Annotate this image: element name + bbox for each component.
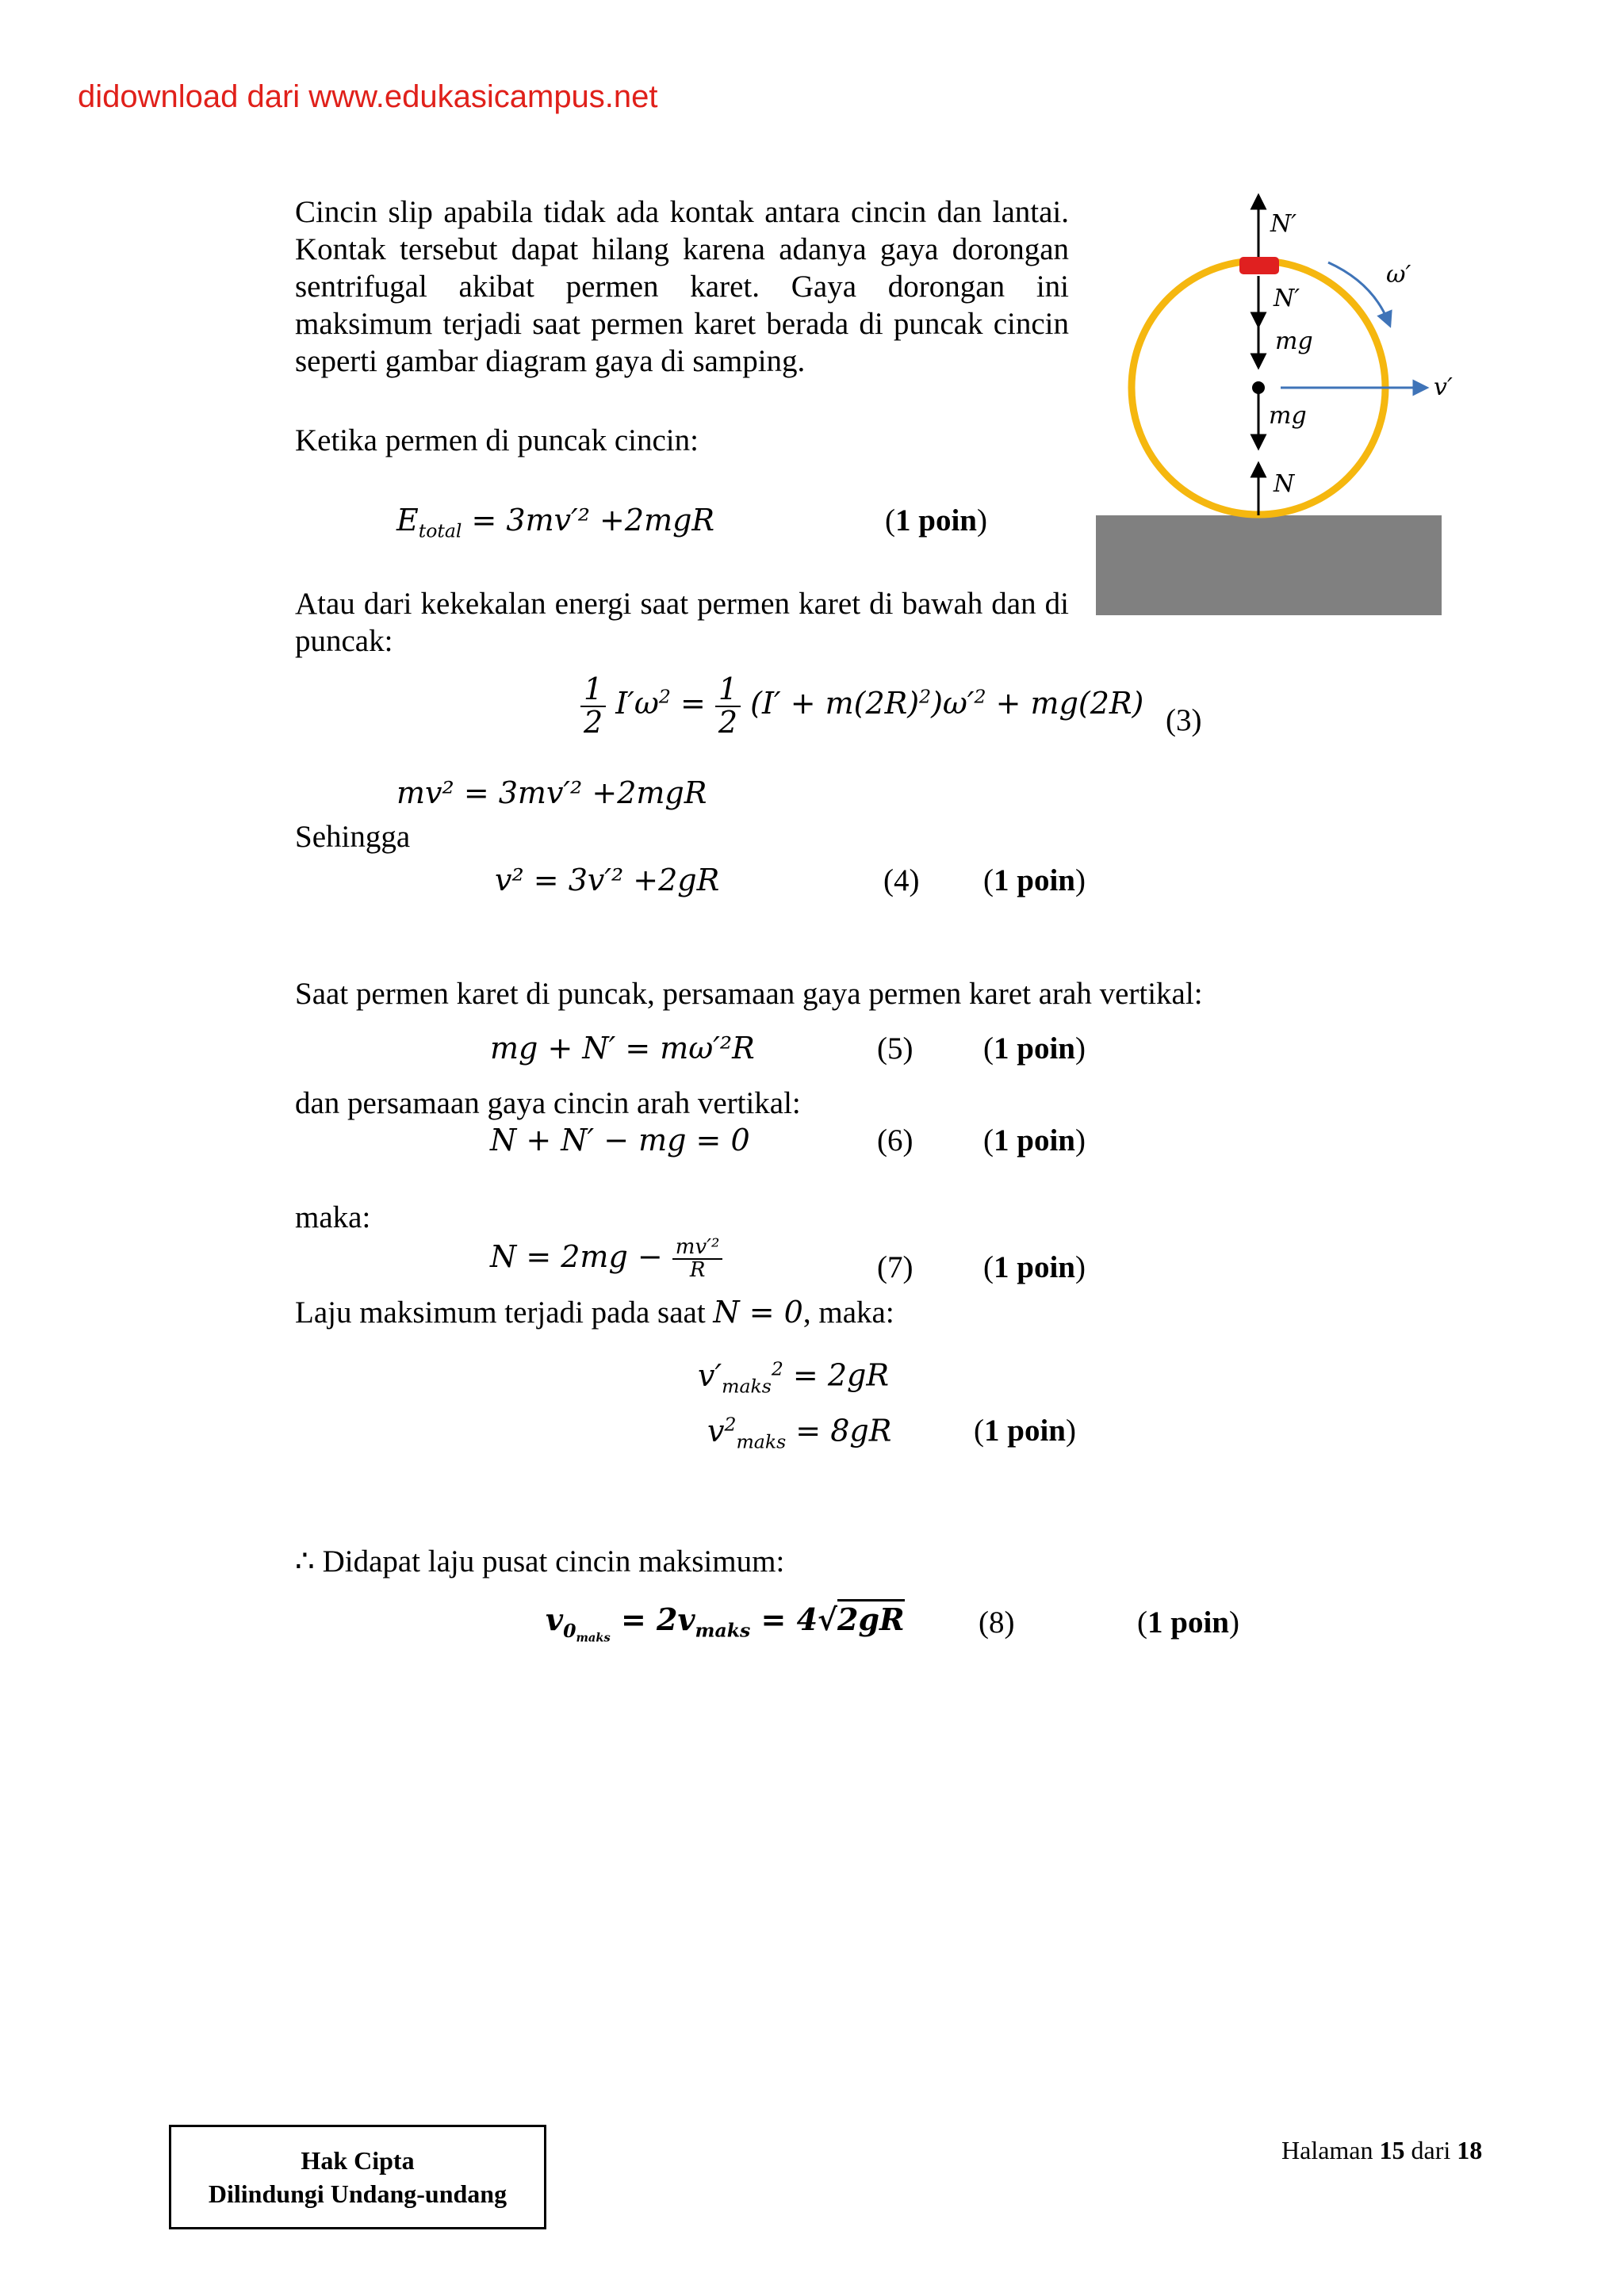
eq7-poin: (1 poin) [983, 1250, 1086, 1284]
source-watermark: didownload dari www.edukasicampus.net [78, 79, 658, 114]
ring-center [1252, 381, 1265, 394]
intro-paragraph: Cincin slip apabila tidak ada kontak antara cincin dan lantai. Kontak tersebut dapat hilang karena adanya gaya dorongan sentrifugal akibat permen karet. Gaya dorongan ini maksimum terjadi saat permen karet berada di puncak cincin seperti gambar diagram gaya di samping. [295, 195, 1069, 378]
eq8: $v_{0_{maks}} = 2v_{maks} = 4√2gR$ [546, 1601, 905, 1644]
eq3-number: (3) [1166, 703, 1202, 737]
label-n-bottom: N [1274, 470, 1295, 498]
copyright-line2: Dilindungi Undang-undang [208, 2179, 508, 2208]
label-omega: ω′ [1386, 261, 1411, 289]
ketika-text: Ketika permen di puncak cincin: [295, 423, 699, 457]
eq4: v² = 3v′² +2gR [495, 863, 720, 897]
eq-energy-poin: (1 poin) [885, 503, 987, 538]
label-n-prime-inner: N′ [1274, 285, 1300, 312]
eq8-poin: (1 poin) [1137, 1605, 1239, 1640]
gum [1239, 257, 1279, 274]
eq6-poin: (1 poin) [983, 1123, 1086, 1158]
eq-vmaks-prime: $v'_{maks}^2 = 2gR$ [698, 1357, 889, 1398]
label-n-prime-top: N′ [1270, 210, 1297, 238]
eq7-number: (7) [877, 1250, 914, 1284]
eq5: mg + N′ = mω′²R [490, 1031, 755, 1066]
label-mg-top: mg [1275, 327, 1313, 355]
laju-text: Laju maksimum terjadi pada saat N = 0, maka: [295, 1295, 894, 1330]
eq7: N = 2mg − $\frac{\text{mv′²}}{R}$ [490, 1237, 722, 1282]
copyright-line1: Hak Cipta [301, 2146, 415, 2175]
page-number: Halaman 15 dari 18 [1281, 2136, 1483, 2164]
eq6-number: (6) [877, 1123, 914, 1158]
eq-mv: mv² = 3mv′² +2mgR [396, 775, 707, 810]
saat-text: Saat permen karet di puncak, persamaan gaya permen karet arah vertikal: [295, 977, 1203, 1011]
eq3: $\frac{1}{2}$ $I'\omega^2$ = $\frac{1}{2}$ $(I' + m(2R)^2)\omega'^2 + mg(2R)$ [580, 674, 1143, 739]
eq4-number: (4) [883, 863, 920, 897]
floor [1096, 515, 1442, 615]
maka-text: maka: [295, 1200, 371, 1234]
atau-text: Atau dari kekekalan energi saat permen karet di bawah dan di puncak: [295, 587, 1069, 658]
dan-text: dan persamaan gaya cincin arah vertikal: [295, 1086, 801, 1120]
force-diagram [1086, 187, 1467, 631]
eq5-number: (5) [877, 1031, 914, 1066]
eq-energy: $E_{total} = 3mv'^2 +2mgR$ [396, 503, 715, 542]
eq5-poin: (1 poin) [983, 1031, 1086, 1066]
copyright-box [169, 2125, 546, 2229]
sehingga-text: Sehingga [295, 820, 411, 854]
eq8-number: (8) [979, 1605, 1015, 1640]
label-velocity: v′ [1434, 373, 1453, 401]
label-mg-center: mg [1269, 402, 1307, 430]
eq6: N + N′ − mg = 0 [490, 1123, 750, 1158]
eq4-poin: (1 poin) [983, 863, 1086, 897]
eq-vmaks-poin: (1 poin) [974, 1414, 1076, 1448]
didapat-text: ∴ Didapat laju pusat cincin maksimum: [295, 1544, 785, 1578]
eq-vmaks: $v^2_{maks} = 8gR$ [707, 1413, 892, 1453]
